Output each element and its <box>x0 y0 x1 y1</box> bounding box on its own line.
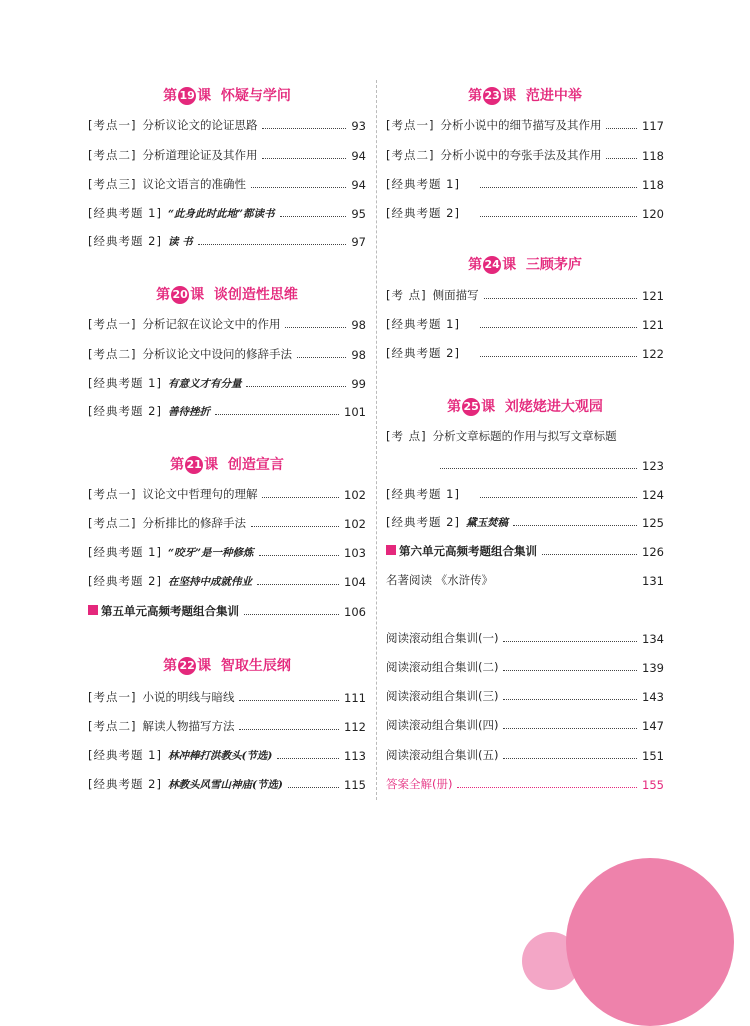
lesson-22-title[interactable] <box>88 655 366 675</box>
entry-tag: [经典考题 1] <box>386 487 460 501</box>
column-divider <box>376 80 377 800</box>
page-number: 97 <box>351 235 366 249</box>
entry-tag: [考点三] <box>88 177 137 191</box>
page-number: 106 <box>344 605 366 619</box>
lesson-prefix: 第 <box>163 88 178 104</box>
page-number: 134 <box>642 632 664 646</box>
page-number: 115 <box>344 778 366 792</box>
toc-entry[interactable] <box>88 231 366 249</box>
page-number: 118 <box>642 178 664 192</box>
entry-text: 分析议论文中设问的修辞手法 <box>142 347 292 361</box>
leader-dots <box>288 787 339 788</box>
toc-entry[interactable] <box>88 687 366 705</box>
leader-dots <box>457 787 637 788</box>
page-number: 113 <box>344 749 366 763</box>
toc-entry-line2[interactable] <box>386 455 664 473</box>
toc-entry[interactable] <box>386 314 664 332</box>
entry-tag: [考点一] <box>88 690 137 704</box>
leader-dots <box>285 327 346 328</box>
toc-entry[interactable] <box>386 484 664 502</box>
entry-text: 读 书 <box>167 236 193 248</box>
lesson-suffix: 课 <box>502 257 517 273</box>
lesson-prefix: 第 <box>170 457 185 473</box>
entry-tag: [经典考题 2] <box>88 777 162 791</box>
toc-entry[interactable] <box>386 115 664 133</box>
entry-text: 侧面描写 <box>432 288 479 302</box>
entry-text: 阅读滚动组合集训(三) <box>386 689 499 703</box>
lesson-suffix: 课 <box>197 88 212 104</box>
entry-tag: [考点一] <box>88 317 137 331</box>
unit-5-review-entry[interactable] <box>88 601 366 619</box>
entry-text: 议论文语言的准确性 <box>142 177 246 191</box>
lesson-suffix: 课 <box>502 88 517 104</box>
entry-tag: [经典考题 1] <box>88 206 162 220</box>
entry-text: 分析小说中的细节描写及其作用 <box>440 118 602 132</box>
leader-dots <box>262 128 346 129</box>
leader-dots <box>480 216 637 217</box>
lesson-suffix: 课 <box>190 287 205 303</box>
entry-text: 有意义才有分量 <box>167 378 242 390</box>
toc-entry[interactable] <box>386 145 664 163</box>
lesson-prefix: 第 <box>156 287 171 303</box>
entry-tag: [考点二] <box>386 148 435 162</box>
lesson-suffix: 课 <box>197 658 212 674</box>
leader-dots <box>503 758 637 759</box>
square-bullet-icon <box>386 545 396 555</box>
lesson-name: 三顾茅庐 <box>525 257 582 273</box>
entry-tag: [考 点] <box>386 288 427 302</box>
entry-text: “咬牙”是一种修炼 <box>167 547 254 559</box>
page-number: 99 <box>351 377 366 391</box>
entry-text: 黛玉焚稿 <box>465 517 508 529</box>
lesson-number-badge: 22 <box>178 657 196 675</box>
lesson-prefix: 第 <box>468 257 483 273</box>
entry-text: 解读人物描写方法 <box>142 719 235 733</box>
entry-text: 分析文章标题的作用与拟写文章标题 <box>432 429 617 443</box>
lesson-24-title[interactable] <box>386 254 664 274</box>
page-number: 155 <box>642 778 664 792</box>
lesson-suffix: 课 <box>204 457 219 473</box>
entry-text: 善待挫折 <box>167 406 210 418</box>
leader-dots <box>198 244 347 245</box>
entry-tag: [考点一] <box>386 118 435 132</box>
toc-entry[interactable] <box>88 174 366 192</box>
toc-entry[interactable] <box>88 745 366 763</box>
toc-entry[interactable] <box>88 774 366 792</box>
toc-entry[interactable] <box>88 542 366 560</box>
lesson-number-badge: 20 <box>171 286 189 304</box>
reading-drill-entry[interactable] <box>386 657 664 675</box>
page-number: 151 <box>642 749 664 763</box>
entry-text: 分析记叙在议论文中的作用 <box>142 317 281 331</box>
entry-text: 小说的明线与暗线 <box>142 690 235 704</box>
lesson-name: 怀疑与学问 <box>220 88 291 104</box>
page-number: 104 <box>344 575 366 589</box>
lesson-23-title[interactable] <box>386 85 664 105</box>
page-number: 124 <box>642 488 664 502</box>
page-number: 102 <box>344 488 366 502</box>
entry-text: 林教头风雪山神庙(节选) <box>167 779 283 791</box>
leader-dots <box>480 187 637 188</box>
toc-entry[interactable] <box>88 344 366 362</box>
entry-text: 答案全解(册) <box>386 777 453 791</box>
leader-dots <box>542 554 637 555</box>
toc-entry[interactable] <box>88 716 366 734</box>
toc-entry[interactable] <box>88 571 366 589</box>
page-number: 98 <box>351 348 366 362</box>
leader-dots <box>262 158 346 159</box>
entry-tag: [经典考题 1] <box>386 317 460 331</box>
page-number: 120 <box>642 207 664 221</box>
entry-text: 林冲棒打洪教头(节选) <box>167 750 273 762</box>
toc-entry[interactable] <box>88 115 366 133</box>
entry-text: 第五单元高频考题组合集训 <box>101 604 239 618</box>
toc-entry-line1[interactable] <box>386 426 664 444</box>
toc-entry[interactable] <box>386 343 664 361</box>
lesson-name: 智取生辰纲 <box>220 658 291 674</box>
leader-dots <box>606 128 637 129</box>
leader-dots <box>257 584 339 585</box>
page-number: 125 <box>642 516 664 530</box>
leader-dots <box>440 468 637 469</box>
lesson-name: 范进中举 <box>525 88 582 104</box>
toc-entry[interactable] <box>88 203 366 221</box>
entry-tag: [经典考题 1] <box>88 545 162 559</box>
leader-dots <box>246 386 346 387</box>
toc-entry[interactable] <box>88 401 366 419</box>
lesson-21-title[interactable] <box>88 454 366 474</box>
entry-text: 分析小说中的夸张手法及其作用 <box>440 148 602 162</box>
lesson-suffix: 课 <box>481 399 496 415</box>
leader-dots <box>480 356 637 357</box>
leader-dots <box>480 327 637 328</box>
lesson-name: 谈创造性思维 <box>213 287 298 303</box>
entry-tag: [考点一] <box>88 487 137 501</box>
page-number: 122 <box>642 347 664 361</box>
page-number: 147 <box>642 719 664 733</box>
entry-tag: [经典考题 2] <box>88 234 162 248</box>
page-number: 143 <box>642 690 664 704</box>
entry-text: 在坚持中成就伟业 <box>167 576 252 588</box>
lesson-name: 创造宣言 <box>227 457 284 473</box>
page-number: 103 <box>344 546 366 560</box>
leader-spacer <box>498 583 637 584</box>
leader-dots <box>251 187 346 188</box>
leader-dots <box>503 699 637 700</box>
square-bullet-icon <box>88 605 98 615</box>
entry-tag: [考 点] <box>386 429 427 443</box>
lesson-number-badge: 24 <box>483 256 501 274</box>
leader-dots <box>239 700 339 701</box>
page-number: 93 <box>351 119 366 133</box>
entry-text: 阅读滚动组合集训(四) <box>386 718 499 732</box>
leader-dots <box>503 670 637 671</box>
lesson-prefix: 第 <box>163 658 178 674</box>
entry-text: 议论文中哲理句的理解 <box>142 487 258 501</box>
reading-drill-entry[interactable] <box>386 715 664 733</box>
leader-dots <box>503 728 637 729</box>
page-number: 118 <box>642 149 664 163</box>
page-number: 111 <box>344 691 366 705</box>
entry-text: 名著阅读 《水浒传》 <box>386 573 494 587</box>
page-number: 126 <box>642 545 664 559</box>
lesson-number-badge: 25 <box>462 398 480 416</box>
entry-text: “此身此时此地”都读书 <box>167 208 275 220</box>
toc-entry[interactable] <box>88 513 366 531</box>
entry-tag: [考点一] <box>88 118 137 132</box>
leader-dots <box>297 357 346 358</box>
entry-tag: [经典考题 1] <box>88 748 162 762</box>
entry-text: 第六单元高频考题组合集训 <box>399 544 537 558</box>
lesson-number-badge: 23 <box>483 87 501 105</box>
lesson-number-badge: 19 <box>178 87 196 105</box>
entry-tag: [考点二] <box>88 347 137 361</box>
entry-text: 分析议论文的论证思路 <box>142 118 258 132</box>
entry-tag: [经典考题 1] <box>386 177 460 191</box>
entry-tag: [经典考题 2] <box>88 574 162 588</box>
entry-tag: [经典考题 2] <box>88 404 162 418</box>
page-number: 117 <box>642 119 664 133</box>
toc-entry[interactable] <box>88 314 366 332</box>
leader-dots <box>277 758 339 759</box>
leader-dots <box>244 614 339 615</box>
leader-dots <box>606 158 637 159</box>
page-number: 131 <box>642 574 664 588</box>
page-number: 121 <box>642 318 664 332</box>
lesson-25-title[interactable] <box>386 396 664 416</box>
lesson-19-title[interactable] <box>88 85 366 105</box>
page-number: 101 <box>344 405 366 419</box>
page-number: 102 <box>344 517 366 531</box>
leader-dots <box>280 216 347 217</box>
toc-entry[interactable] <box>88 373 366 391</box>
reading-drill-entry[interactable] <box>386 745 664 763</box>
page-number: 94 <box>351 149 366 163</box>
leader-dots <box>239 729 339 730</box>
classic-reading-entry[interactable] <box>386 570 664 588</box>
toc-entry[interactable] <box>88 484 366 502</box>
toc-entry[interactable] <box>386 203 664 221</box>
entry-text: 阅读滚动组合集训(一) <box>386 631 499 645</box>
entry-tag: [经典考题 1] <box>88 376 162 390</box>
leader-dots <box>259 555 340 556</box>
page-number: 112 <box>344 720 366 734</box>
leader-dots <box>262 497 339 498</box>
entry-tag: [考点二] <box>88 148 137 162</box>
toc-entry[interactable] <box>386 285 664 303</box>
reading-drill-entry[interactable] <box>386 628 664 646</box>
page-number: 123 <box>642 459 664 473</box>
lesson-prefix: 第 <box>468 88 483 104</box>
entry-tag: [经典考题 2] <box>386 206 460 220</box>
toc-entry[interactable] <box>88 145 366 163</box>
entry-tag: [考点二] <box>88 516 137 530</box>
page-number: 94 <box>351 178 366 192</box>
page-number: 95 <box>351 207 366 221</box>
leader-dots <box>215 414 339 415</box>
decorative-large-circle <box>566 858 734 1026</box>
lesson-name: 刘姥姥进大观园 <box>504 399 603 415</box>
leader-dots <box>513 525 637 526</box>
entry-tag: [经典考题 2] <box>386 346 460 360</box>
lesson-prefix: 第 <box>447 399 462 415</box>
entry-tag: [经典考题 2] <box>386 515 460 529</box>
lesson-number-badge: 21 <box>185 456 203 474</box>
page-number: 139 <box>642 661 664 675</box>
leader-dots <box>503 641 637 642</box>
entry-text: 阅读滚动组合集训(五) <box>386 748 499 762</box>
lesson-20-title[interactable] <box>88 284 366 304</box>
unit-6-review-entry[interactable] <box>386 541 664 559</box>
leader-dots <box>251 526 339 527</box>
leader-dots <box>484 298 637 299</box>
entry-text: 分析道理论证及其作用 <box>142 148 258 162</box>
entry-tag: [考点二] <box>88 719 137 733</box>
leader-dots <box>480 497 637 498</box>
entry-text: 分析排比的修辞手法 <box>142 516 246 530</box>
page-number: 121 <box>642 289 664 303</box>
page-number: 98 <box>351 318 366 332</box>
toc-entry[interactable] <box>386 174 664 192</box>
entry-text: 阅读滚动组合集训(二) <box>386 660 499 674</box>
toc-entry[interactable] <box>386 512 664 530</box>
reading-drill-entry[interactable] <box>386 686 664 704</box>
answer-key-entry[interactable] <box>386 774 664 792</box>
